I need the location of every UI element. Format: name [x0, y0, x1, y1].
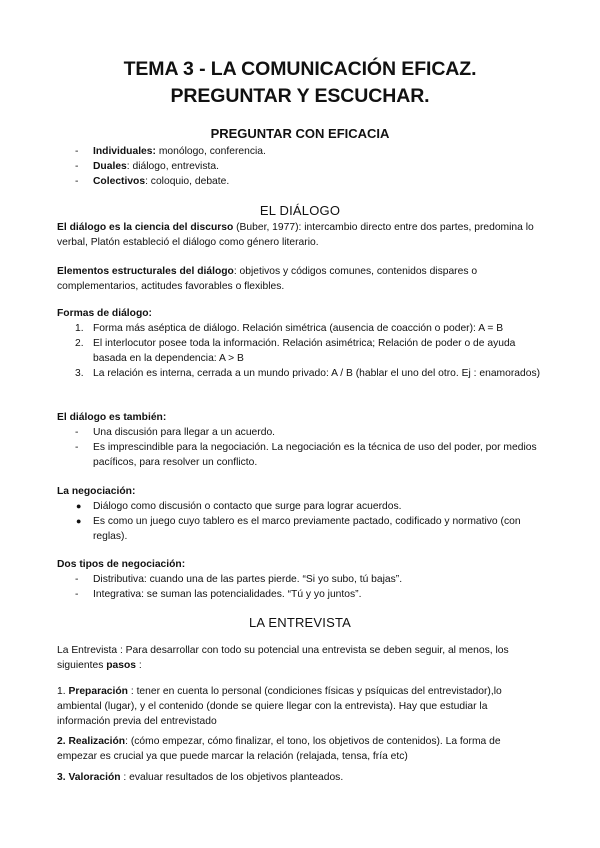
- list-item: 1. Forma más aséptica de diálogo. Relación simétrica (ausencia de coacción o poder): A = B: [75, 323, 504, 334]
- paragraph-dialogo-ciencia: El diálogo es la ciencia del discurso (Buber, 1977): intercambio directo entre dos partes, predomina lo verbal, Platón estableció el diálogo como género literario.: [57, 222, 534, 248]
- paragraph-valoracion: 3. Valoración : evaluar resultados de los objetivos planteados.: [57, 772, 344, 783]
- document-title: [57, 56, 543, 110]
- paragraph-entrevista-intro: La Entrevista : Para desarrollar con todo su potencial una entrevista se deben seguir, al menos, los siguientes pasos :: [57, 645, 509, 671]
- list-item: - Una discusión para llegar a un acuerdo.: [75, 427, 276, 438]
- list-item: ● Diálogo como discusión o contacto que surge para lograr acuerdos.: [76, 501, 402, 512]
- heading-negociacion: La negociación:: [57, 486, 136, 497]
- heading-preguntar-con-eficacia: PREGUNTAR CON EFICACIA: [210, 126, 390, 141]
- list-tipos-pregunta: [57, 144, 543, 189]
- list-dialogo-tambien: [57, 425, 543, 470]
- title-line-1: TEMA 3 - LA COMUNICACIÓN EFICAZ.: [123, 58, 477, 80]
- heading-tipos-negociacion: Dos tipos de negociación:: [57, 559, 186, 570]
- list-item: - Integrativa: se suman las potencialidades. “Tú y yo juntos”.: [75, 589, 362, 600]
- list-item: - Colectivos: coloquio, debate.: [75, 176, 230, 187]
- list-item: 3. La relación es interna, cerrada a un mundo privado: A / B (hablar el uno del otro. Ej : enamorados): [75, 368, 541, 379]
- heading-formas-dialogo: Formas de diálogo:: [57, 308, 152, 319]
- paragraph-elementos-estructurales: Elementos estructurales del diálogo: objetivos y códigos comunes, contenidos dispares o complementarios, actitudes favorables o flexibles.: [57, 266, 478, 292]
- paragraph-preparacion: 1. Preparación : tener en cuenta lo personal (condiciones físicas y psíquicas del entrevistador),lo ambiental (lugar), y el contenido (donde se quiere llegar con la entrevista). Hay que estudiar la información previa del entrevistado: [57, 686, 502, 727]
- paragraph-realizacion: 2. Realización: (cómo empezar, cómo finalizar, el tono, los objetivos de contenidos). La forma de empezar es crucial ya que puede marcar la relación (relajada, tensa, fría etc): [57, 736, 501, 762]
- heading-dialogo-tambien: El diálogo es también:: [57, 412, 167, 423]
- heading-el-dialogo: EL DIÁLOGO: [259, 203, 341, 218]
- list-item: - Distributiva: cuando una de las partes pierde. “Si yo subo, tú bajas”.: [75, 574, 403, 585]
- list-tipos-negociacion: [57, 572, 543, 602]
- list-item: ● Es como un juego cuyo tablero es el marco previamente pactado, codificado y normativo (con reglas).: [76, 516, 521, 542]
- title-line-2: PREGUNTAR Y ESCUCHAR.: [170, 85, 430, 107]
- list-negociacion: [57, 499, 543, 544]
- list-item: - Individuales: monólogo, conferencia.: [75, 146, 266, 157]
- list-item: 2. El interlocutor posee toda la información. Relación asimétrica; Relación de poder o de ayuda basada en la dependencia: A > B: [75, 338, 516, 364]
- heading-la-entrevista: LA ENTREVISTA: [248, 615, 352, 630]
- list-item: - Es imprescindible para la negociación. La negociación es la técnica de uso del poder, por medios pacíficos, para resolver un conflicto.: [75, 442, 537, 468]
- list-formas-dialogo: [57, 321, 543, 381]
- list-item: - Duales: diálogo, entrevista.: [75, 161, 219, 172]
